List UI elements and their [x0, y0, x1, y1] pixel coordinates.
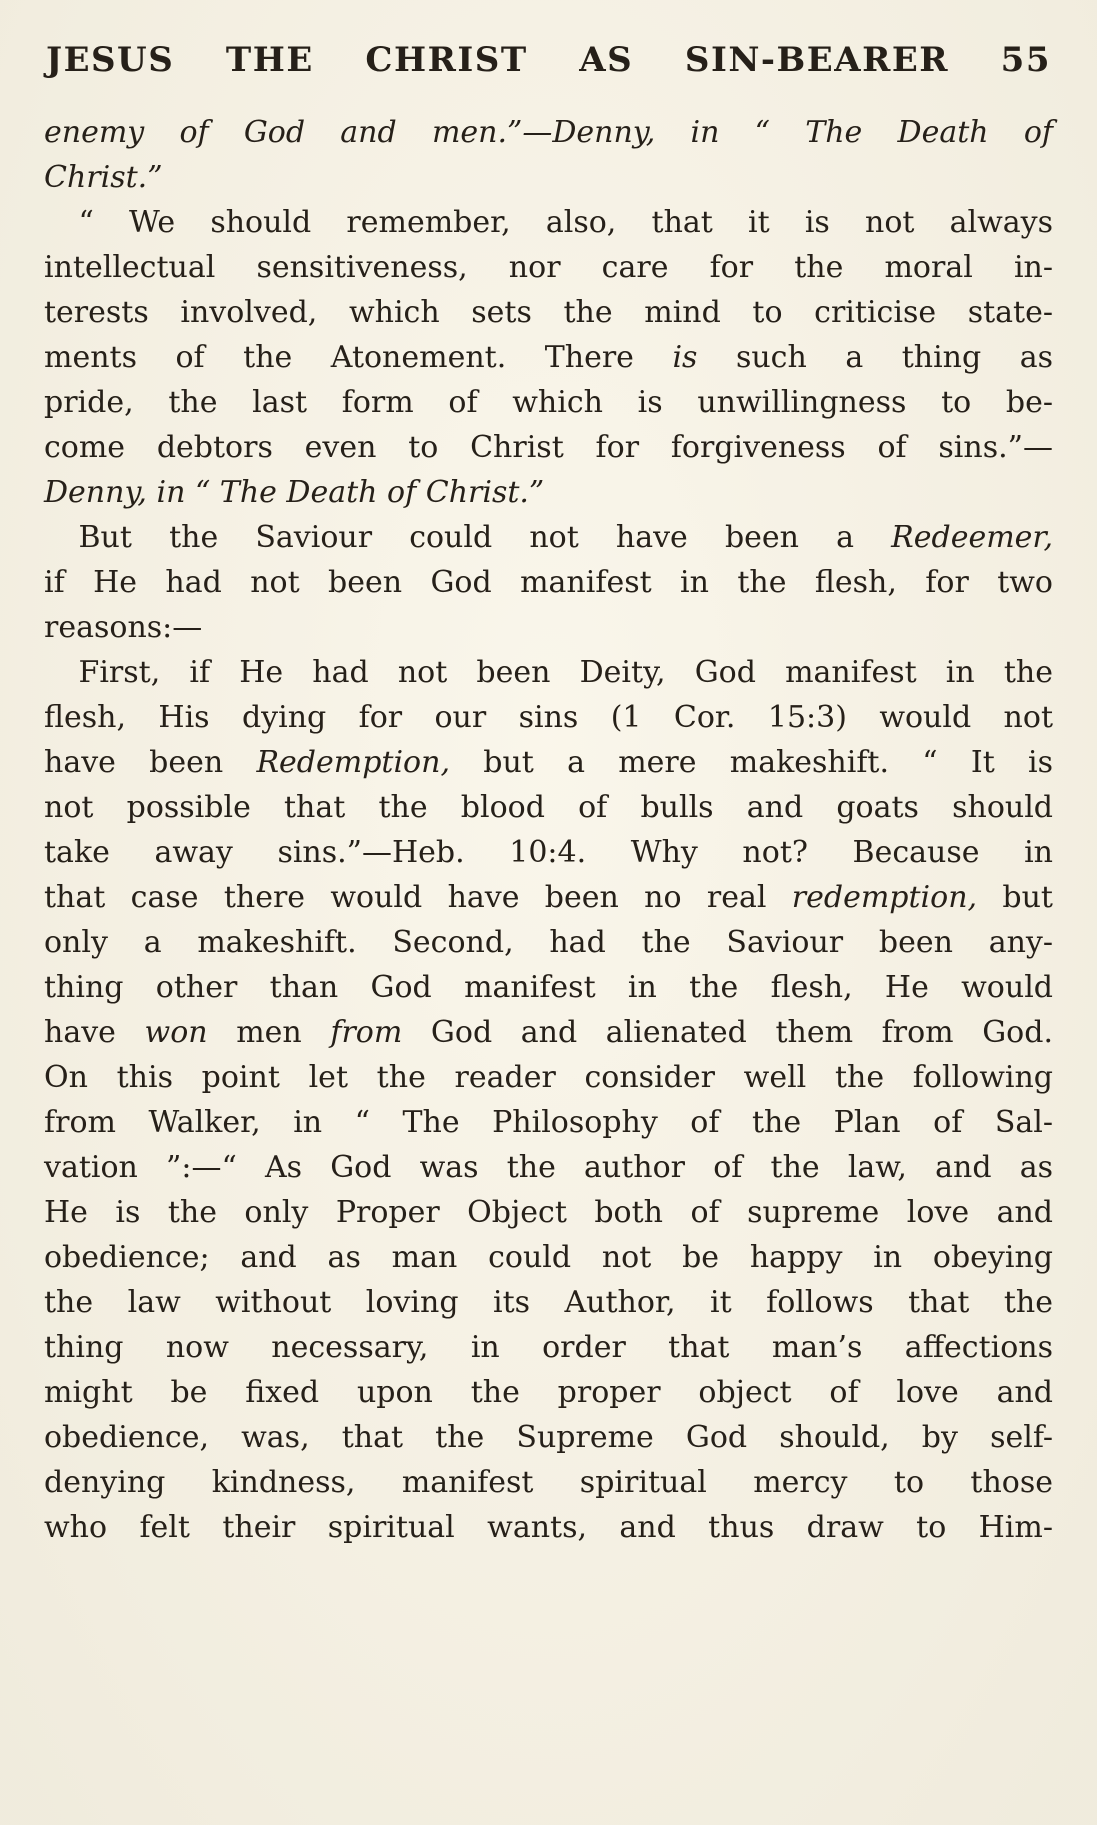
text-line: [44, 875, 1053, 920]
text-segment: have: [44, 1015, 145, 1050]
text-segment: have been: [44, 745, 257, 780]
text-line: [44, 605, 1053, 650]
text-line: [44, 1010, 1053, 1055]
text-segment: only a makeshift. Second, had the Saviour been any-: [44, 925, 1053, 960]
text-line: [44, 1325, 1053, 1370]
text-segment: thing now necessary, in order that man’s affections: [44, 1330, 1053, 1365]
running-head-title: JESUS THE CHRIST AS SIN-BEARER: [46, 40, 949, 80]
text-line: [44, 1460, 1053, 1505]
text-segment: But the Saviour could not have been a: [78, 520, 892, 555]
text-segment: reasons:—: [44, 610, 203, 645]
text-line: [44, 965, 1053, 1010]
text-segment: On this point let the reader consider well the following: [44, 1060, 1053, 1095]
text-line: [44, 470, 1053, 515]
text-line: [44, 1235, 1053, 1280]
paragraph: [44, 515, 1053, 650]
text-line: [44, 785, 1053, 830]
text-line: [44, 380, 1053, 425]
text-segment: Redemption,: [256, 745, 450, 780]
text-segment: from: [330, 1015, 403, 1050]
text-line: [44, 200, 1053, 245]
text-line: [44, 245, 1053, 290]
text-line: [44, 1145, 1053, 1190]
text-line: [44, 515, 1053, 560]
text-segment: “ We should remember, also, that it is not always: [78, 205, 1053, 240]
text-segment: men: [207, 1015, 331, 1050]
text-line: [44, 650, 1053, 695]
text-line: [44, 740, 1053, 785]
text-line: [44, 1370, 1053, 1415]
text-segment: obedience; and as man could not be happy in obeying: [44, 1240, 1053, 1275]
text-segment: not possible that the blood of bulls and goats should: [44, 790, 1053, 825]
text-segment: terests involved, which sets the mind to criticise state-: [44, 295, 1053, 330]
text-line: [44, 110, 1053, 155]
text-segment: ments of the Atonement. There: [44, 340, 673, 375]
text-line: [44, 695, 1053, 740]
text-line: [44, 335, 1053, 380]
text-line: [44, 1190, 1053, 1235]
text-segment: that case there would have been no real: [44, 880, 792, 915]
text-line: [44, 1100, 1053, 1145]
text-segment: won: [144, 1015, 208, 1050]
paragraph: [44, 110, 1053, 200]
text-segment: Christ.”: [44, 160, 163, 195]
text-segment: intellectual sensitiveness, nor care for the moral in-: [44, 250, 1053, 285]
text-segment: the law without loving its Author, it follows that the: [44, 1285, 1053, 1320]
text-line: [44, 1415, 1053, 1460]
text-line: [44, 1055, 1053, 1100]
text-segment: redemption,: [791, 880, 978, 915]
text-line: [44, 1280, 1053, 1325]
text-segment: He is the only Proper Object both of supreme love and: [44, 1195, 1053, 1230]
text-segment: from Walker, in “ The Philosophy of the Plan of Sal-: [44, 1105, 1053, 1140]
text-segment: thing other than God manifest in the flesh, He would: [44, 970, 1053, 1005]
text-segment: vation ”:—“ As God was the author of the law, and as: [44, 1150, 1053, 1185]
text-segment: Redeemer,: [891, 520, 1053, 555]
text-segment: denying kindness, manifest spiritual mercy to those: [44, 1465, 1053, 1500]
text-line: [44, 830, 1053, 875]
text-block: [44, 110, 1053, 1550]
text-segment: pride, the last form of which is unwillingness to be-: [44, 385, 1053, 420]
text-segment: such a thing as: [697, 340, 1053, 375]
text-segment: obedience, was, that the Supreme God should, by self-: [44, 1420, 1053, 1455]
text-line: [44, 1505, 1053, 1550]
text-line: [44, 425, 1053, 470]
paragraph: [44, 200, 1053, 515]
text-segment: if He had not been God manifest in the flesh, for two: [44, 565, 1053, 600]
text-line: [44, 920, 1053, 965]
running-head: [46, 40, 1051, 80]
text-segment: but a mere makeshift. “ It is: [449, 745, 1054, 780]
text-line: [44, 290, 1053, 335]
text-segment: take away sins.”—Heb. 10:4. Why not? Because in: [44, 835, 1053, 870]
text-segment: Denny, in “ The Death of Christ.”: [44, 475, 545, 510]
text-segment: First, if He had not been Deity, God manifest in the: [78, 655, 1053, 690]
text-segment: is: [672, 340, 698, 375]
text-segment: enemy of God and men.”—Denny, in “ The Death of: [44, 115, 1053, 150]
text-line: [44, 560, 1053, 605]
text-segment: flesh, His dying for our sins (1 Cor. 15:3) would not: [44, 700, 1053, 735]
page-number: 55: [1000, 40, 1051, 80]
text-segment: might be fixed upon the proper object of love and: [44, 1375, 1053, 1410]
text-segment: God and alienated them from God.: [402, 1015, 1053, 1050]
text-segment: come debtors even to Christ for forgiveness of sins.”—: [44, 430, 1053, 465]
text-segment: but: [977, 880, 1053, 915]
text-segment: who felt their spiritual wants, and thus draw to Him-: [44, 1510, 1053, 1545]
paragraph: [44, 650, 1053, 1550]
text-line: [44, 155, 1053, 200]
